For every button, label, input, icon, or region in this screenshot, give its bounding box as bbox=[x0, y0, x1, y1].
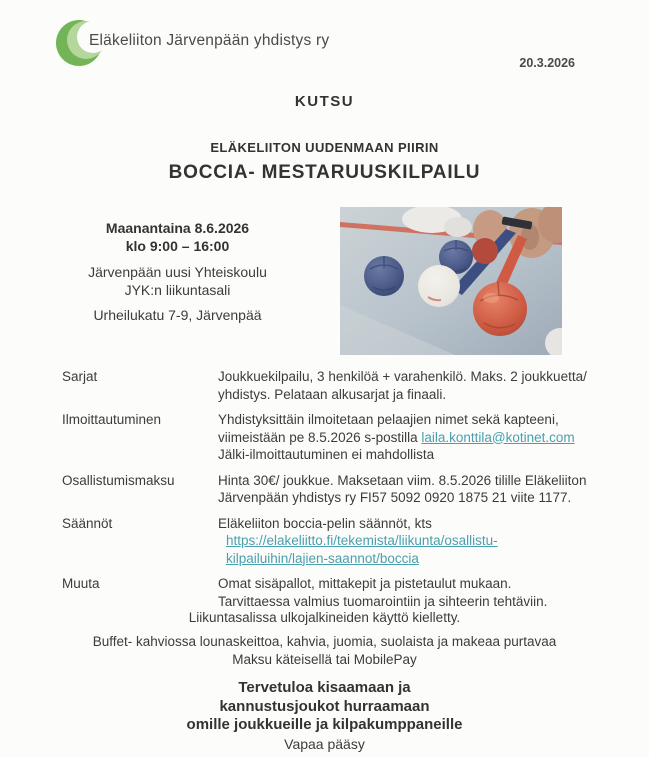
osallistumismaksu-line-1: Hinta 30€/ joukkue. Maksetaan viim. 8.5.2026 tilille Eläkeliiton bbox=[218, 472, 587, 488]
rules-url-line-1 bbox=[218, 532, 592, 550]
general-notes bbox=[0, 610, 649, 668]
event-date-line: Maanantaina 8.6.2026 bbox=[105, 220, 250, 236]
document-date: 20.3.2026 bbox=[519, 56, 575, 70]
event-info-row bbox=[0, 207, 649, 357]
ilmoittautuminen-line-2 bbox=[218, 429, 592, 447]
rules-url-line-2 bbox=[218, 550, 592, 568]
note-shoes: Liikuntasalissa ulkojalkineiden käyttö kielletty. bbox=[188, 610, 461, 625]
rules-link-continued[interactable]: kilpailuihin/lajien-saannot/boccia bbox=[226, 550, 419, 566]
section-label-osallistumismaksu: Osallistumismaksu bbox=[62, 472, 175, 488]
osallistumismaksu-line-2: Järvenpään yhdistys ry FI57 5092 0920 1875 21 viite 1177. bbox=[218, 490, 572, 505]
section-osallistumismaksu bbox=[62, 472, 592, 507]
section-saannot bbox=[62, 515, 592, 568]
competition-title: BOCCIA- MESTARUUSKILPAILU bbox=[168, 162, 481, 183]
saannot-line-1: Eläkeliiton boccia-pelin säännöt, kts bbox=[218, 515, 432, 531]
section-label-muuta: Muuta bbox=[62, 576, 100, 591]
section-ilmoittautuminen bbox=[62, 411, 592, 464]
sarjat-line-2: yhdistys. Pelataan alkusarjat ja finaali. bbox=[218, 386, 447, 402]
event-info bbox=[50, 219, 305, 324]
closing-message bbox=[0, 679, 649, 752]
event-time-line: klo 9:00 – 16:00 bbox=[125, 238, 230, 254]
ilmoittautuminen-line-2-text: viimeistään pe 8.5.2026 s-postilla bbox=[218, 429, 422, 445]
invitation-title: KUTSU bbox=[294, 93, 355, 110]
event-venue-line-2: JYK:n liikuntasali bbox=[124, 282, 231, 298]
document-header bbox=[55, 12, 589, 82]
ilmoittautuminen-line-3: Jälki-ilmoittautuminen ei mahdollista bbox=[218, 447, 435, 462]
registration-email-link[interactable]: laila.konttila@kotinet.com bbox=[421, 429, 575, 445]
district-subtitle: ELÄKELIITON UUDENMAAN PIIRIN bbox=[210, 140, 439, 155]
organization-name: Eläkeliiton Järvenpään yhdistys ry bbox=[89, 32, 330, 49]
section-label-sarjat: Sarjat bbox=[62, 369, 98, 384]
title-block bbox=[0, 93, 649, 184]
section-muuta bbox=[62, 575, 592, 610]
section-label-saannot: Säännöt bbox=[62, 515, 113, 531]
welcome-line-1: Tervetuloa kisaamaan ja bbox=[238, 679, 411, 696]
free-entry-line: Vapaa pääsy bbox=[284, 735, 365, 752]
rules-link[interactable]: https://elakeliitto.fi/tekemista/liikunta/osallistu- bbox=[226, 533, 498, 548]
sarjat-line-1: Joukkuekilpailu, 3 henkilöä + varahenkilö. Maks. 2 joukkuetta/ bbox=[218, 369, 587, 384]
muuta-line-2: Tarvittaessa valmius tuomarointiin ja sihteerin tehtäviin. bbox=[218, 593, 548, 609]
boccia-balls-photo bbox=[340, 207, 562, 355]
ilmoittautuminen-line-1: Yhdistyksittäin ilmoitetaan pelaajien nimet sekä kapteeni, bbox=[218, 412, 559, 427]
section-label-ilmoittautuminen: Ilmoittautuminen bbox=[62, 412, 162, 427]
event-address: Urheilukatu 7-9, Järvenpää bbox=[93, 307, 262, 323]
details-table bbox=[62, 368, 592, 618]
muuta-line-1: Omat sisäpallot, mittakepit ja pistetaulut mukaan. bbox=[218, 576, 512, 591]
event-venue-line-1: Järvenpään uusi Yhteiskoulu bbox=[88, 264, 267, 280]
section-sarjat bbox=[62, 368, 592, 403]
welcome-line-2: kannustusjoukot hurraamaan bbox=[219, 697, 430, 715]
note-payment: Maksu käteisellä tai MobilePay bbox=[232, 651, 417, 667]
note-buffet: Buffet- kahviossa lounaskeittoa, kahvia, juomia, suolaista ja makeaa purtavaa bbox=[92, 634, 557, 649]
welcome-line-3: omille joukkueille ja kilpakumppaneille bbox=[186, 716, 463, 733]
